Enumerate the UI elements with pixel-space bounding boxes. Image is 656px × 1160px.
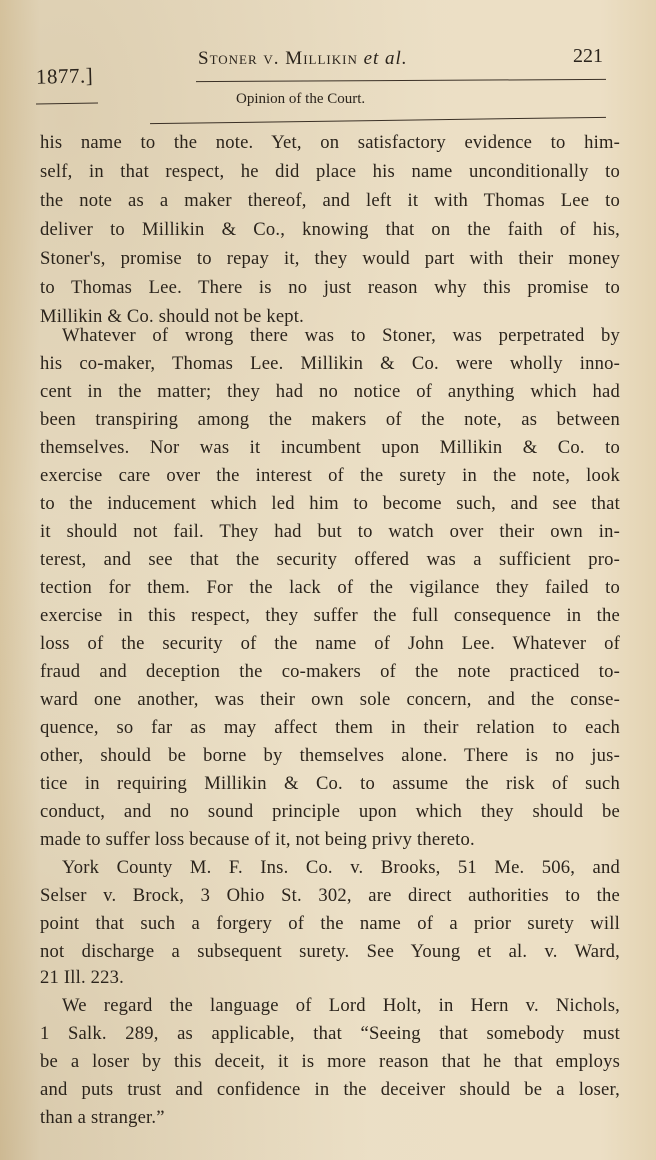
text-line: conduct, and no sound principle upon which they should be [40,801,620,822]
text-line: deliver to Millikin & Co., knowing that on the faith of his, [40,219,620,240]
text-line: tice in requiring Millikin & Co. to assume the risk of such [40,773,620,794]
text-line: Millikin & Co. should not be kept. [40,306,305,327]
case-title-main: Stoner v. Millikin [198,48,364,69]
text-line: We regard the language of Lord Holt, in Hern v. Nichols, [62,995,620,1016]
text-line: his co-maker, Thomas Lee. Millikin & Co. were wholly inno- [40,353,620,374]
text-line: made to suffer loss because of it, not being privy thereto. [40,829,475,850]
text-line: to Thomas Lee. There is no just reason why this promise to [40,277,620,298]
text-line: Stoner's, promise to repay it, they would part with their money [40,248,620,269]
year-marker: 1877.] [35,63,94,89]
text-line: point that such a forgery of the name of a prior surety will [40,913,620,934]
text-line: the note as a maker thereof, and left it with Thomas Lee to [40,190,620,211]
running-head [0,0,656,130]
year-rule [36,102,98,104]
page-number: 221 [573,45,603,67]
header-rule [196,79,606,82]
text-line: been transpiring among the makers of the note, as between [40,409,620,430]
text-line: York County M. F. Ins. Co. v. Brooks, 51 Me. 506, and [62,857,620,878]
text-line: tection for them. For the lack of the vigilance they failed to [40,577,620,598]
text-line: fraud and deception the co-makers of the note practiced to- [40,661,620,682]
text-line: 1 Salk. 289, as applicable, that “Seeing that somebody must [40,1023,620,1044]
text-line: it should not fail. They had but to watch over their own in- [40,521,620,542]
text-line: not discharge a subsequent surety. See Young et al. v. Ward, [40,941,620,962]
text-line: ward one another, was their own sole concern, and the conse- [40,689,620,710]
text-line: quence, so far as may affect them in their relation to each [40,717,620,738]
text-line: than a stranger.” [40,1107,165,1128]
case-title-italic: et al. [363,48,408,69]
text-line: 21 Ill. 223. [40,967,125,988]
text-line: Selser v. Brock, 3 Ohio St. 302, are direct authorities to the [40,885,620,906]
text-line: loss of the security of the name of John Lee. Whatever of [40,633,620,654]
text-line: themselves. Nor was it incumbent upon Millikin & Co. to [40,437,620,458]
text-line: exercise care over the interest of the surety in the note, look [40,465,620,486]
text-line: terest, and see that the security offered was a sufficient pro- [40,549,620,570]
case-title [198,48,408,70]
text-line: exercise in this respect, they suffer the full consequence in the [40,605,620,626]
text-line: other, should be borne by themselves alone. There is no jus- [40,745,620,766]
text-line: self, in that respect, he did place his name unconditionally to [40,161,620,182]
text-line: and puts trust and confidence in the deceiver should be a loser, [40,1079,620,1100]
text-line: his name to the note. Yet, on satisfactory evidence to him- [40,132,620,153]
section-label: Opinion of the Court. [236,91,366,107]
text-line: Whatever of wrong there was to Stoner, was perpetrated by [62,325,620,346]
section-rule [150,117,606,124]
text-line: to the inducement which led him to become such, and see that [40,493,620,514]
text-line: cent in the matter; they had no notice of anything which had [40,381,620,402]
text-line: be a loser by this deceit, it is more reason that he that employs [40,1051,620,1072]
